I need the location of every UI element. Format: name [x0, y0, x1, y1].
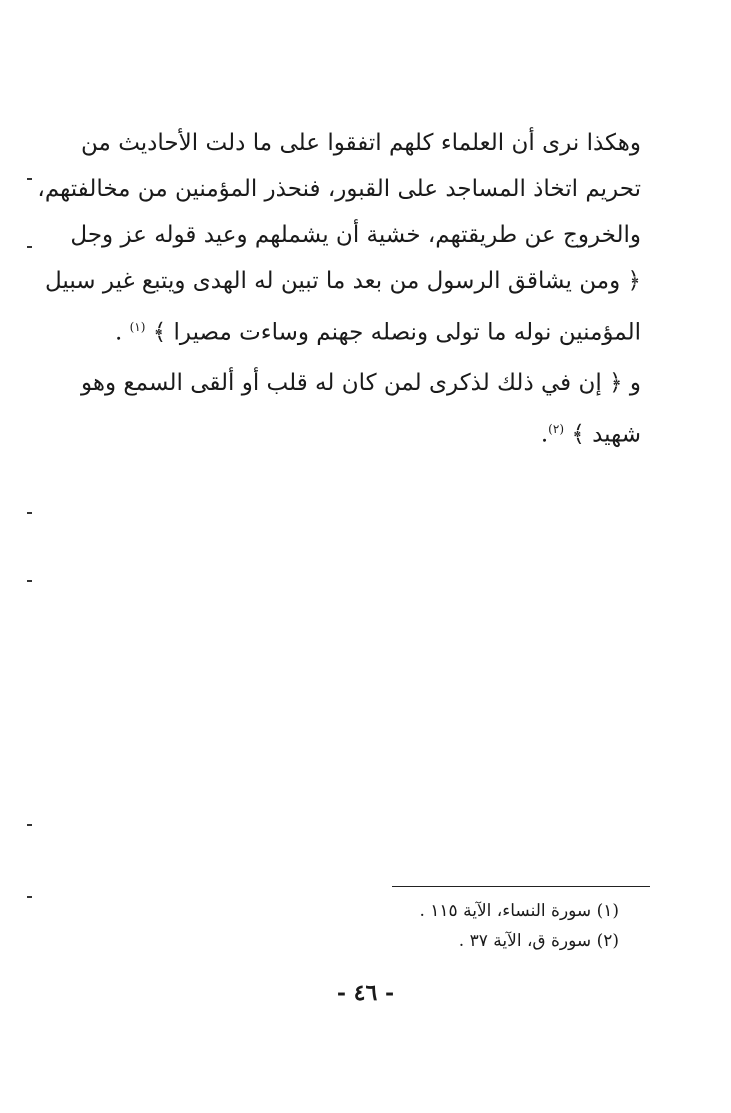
main-paragraph-1	[37, 120, 641, 350]
footnote-ref-1: (١)	[129, 320, 146, 334]
margin-mark	[27, 178, 32, 180]
text-line: ﴿ ومن يشاقق الرسول من بعد ما تبين له الهدى ويتبع غير سبيل	[45, 268, 641, 294]
text-line: تحريم اتخاذ المساجد على القبور، فنحذر المؤمنين من مخالفتهم،	[37, 176, 641, 202]
margin-mark	[27, 896, 32, 898]
footnote-1: (١) سورة النساء، الآية ١١٥ .	[419, 901, 619, 921]
page-number: - ٤٦ -	[336, 980, 395, 1006]
text-line-last	[81, 406, 641, 452]
main-paragraph-2	[81, 360, 641, 452]
text-line: والخروج عن طريقتهم، خشية أن يشملهم وعيد قوله عز وجل	[70, 222, 641, 248]
text-line: و ﴿ إن في ذلك لذكرى لمن كان له قلب أو ألقى السمع وهو	[81, 370, 641, 396]
sentence-end: .	[540, 421, 549, 448]
margin-mark	[27, 824, 32, 826]
text-line: وهكذا نرى أن العلماء كلهم اتفقوا على ما دلت الأحاديث من	[81, 130, 641, 156]
margin-mark	[27, 580, 32, 582]
text-line-content: المؤمنين نوله ما تولى ونصله جهنم وساءت مصيرا ﴾	[152, 319, 641, 346]
margin-mark	[27, 246, 32, 248]
sentence-end: .	[114, 319, 130, 346]
margin-mark	[27, 512, 32, 514]
text-line-content: شهيد ﴾	[571, 421, 641, 448]
footnote-2: (٢) سورة ق، الآية ٣٧ .	[458, 931, 619, 951]
text-line-last	[81, 304, 641, 350]
footnote-separator	[392, 886, 650, 887]
footnote-ref-2: (٢)	[548, 422, 564, 436]
footnotes	[359, 896, 619, 956]
